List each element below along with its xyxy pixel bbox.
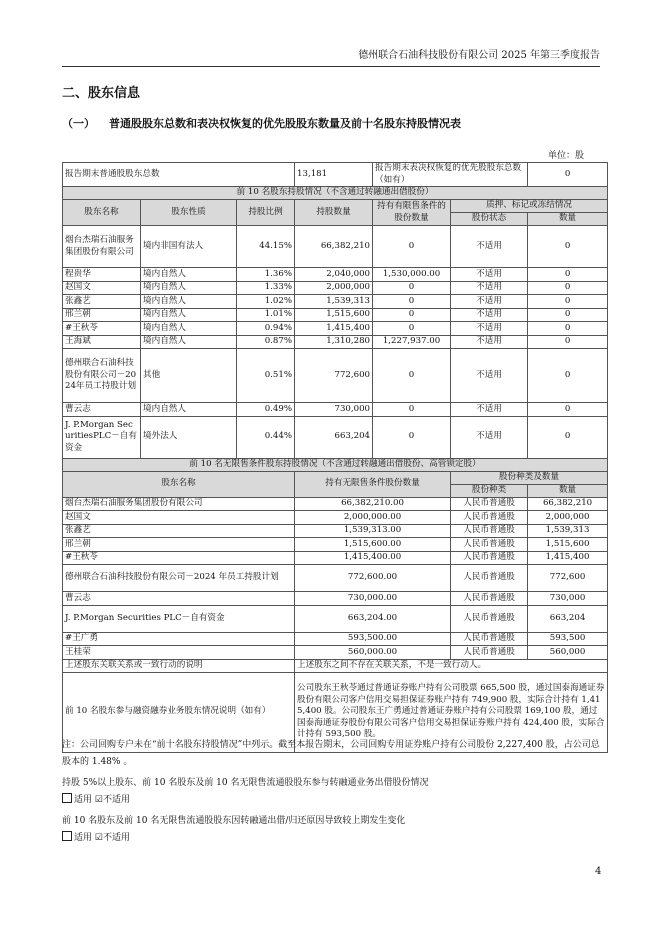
unit-label: 单位：股 — [548, 151, 585, 161]
unrestricted-header-row — [63, 471, 608, 484]
unrestricted-row — [63, 646, 608, 660]
share-count: 772,600 — [528, 565, 608, 592]
checkbox-checked-icon: ☑ — [94, 833, 103, 843]
shareholder-nature: 境内自然人 — [141, 322, 237, 336]
shareholder-name: 张鑫艺 — [63, 524, 295, 538]
unrestricted-title: 前 10 名无限售条件股东持股情况（不含通过转融通出借股份、高管锁定股） — [63, 458, 608, 471]
shareholding-qty: 772,600 — [295, 349, 373, 403]
shareholder-name: 邢兰朝 — [63, 308, 141, 322]
share-count: 663,204 — [528, 605, 608, 632]
top10-row — [63, 322, 608, 336]
shareholding-qty: 1,515,600 — [295, 308, 373, 322]
checkbox-empty — [62, 793, 72, 803]
summary-row — [63, 163, 608, 187]
total-shareholders-label: 报告期末普通股股东总数 — [63, 163, 295, 187]
shareholding-qty: 2,040,000 — [295, 268, 373, 282]
shareholder-table — [62, 162, 608, 753]
pledge-count: 0 — [528, 268, 608, 282]
unrestricted-row — [63, 497, 608, 511]
margin-text: 公司股东王秋苓通过普通证券账户持有公司股票 665,500 股，通过国泰海通证券股份有限公司客户信用交易担保证券账户持有 749,900 股，实际合计持有 1,415,400 股。公司股东王广勇通过普通证券账户持有公司股票 169,100 股，通过国泰海通证券股份有限公司客户信用交易担保证券账户持有 424,400 股，实际合计持有 593,500 股。 — [295, 672, 608, 752]
pledge-count: 0 — [528, 335, 608, 349]
pledge-status: 不适用 — [451, 281, 528, 295]
share-count: 1,415,400 — [528, 551, 608, 565]
top10-header-row — [63, 200, 608, 213]
checkbox-checked-icon: ☑ — [94, 795, 103, 805]
restricted-qty: 0 — [373, 308, 451, 322]
option-applicable: 适用 — [74, 833, 93, 843]
restricted-qty: 0 — [373, 416, 451, 458]
shareholding-ratio: 0.49% — [237, 403, 295, 417]
share-count: 66,382,210 — [528, 497, 608, 511]
shareholder-nature: 境内自然人 — [141, 281, 237, 295]
shareholder-name: 邢兰朝 — [63, 538, 295, 552]
preferred-shareholders-label: 报告期末表决权恢复的优先股股东总数（如有） — [373, 163, 528, 187]
pledge-count: 0 — [528, 226, 608, 268]
share-kind: 人民币普通股 — [451, 511, 528, 525]
section-title: 二、股东信息 — [62, 86, 141, 101]
pledge-count: 0 — [528, 322, 608, 336]
col-header-unrestricted-qty: 持有无限售条件股份数量 — [295, 471, 451, 497]
page-number: 4 — [595, 866, 602, 877]
col-header-name: 股东名称 — [63, 200, 141, 226]
shareholding-ratio: 0.94% — [237, 322, 295, 336]
pledge-status: 不适用 — [451, 349, 528, 403]
restricted-qty: 1,227,937.00 — [373, 335, 451, 349]
top10-row — [63, 403, 608, 417]
shareholding-qty: 1,539,313 — [295, 295, 373, 309]
top10-row — [63, 308, 608, 322]
shareholder-name: 烟台杰瑞石油服务集团股份有限公司 — [63, 497, 295, 511]
share-kind: 人民币普通股 — [451, 605, 528, 632]
unrestricted-qty: 593,500.00 — [295, 632, 451, 646]
top10-row — [63, 335, 608, 349]
unrestricted-qty: 66,382,210.00 — [295, 497, 451, 511]
option-not-applicable: 不适用 — [102, 795, 130, 805]
share-count: 1,539,313 — [528, 524, 608, 538]
shareholder-name: #王广勇 — [63, 632, 295, 646]
restricted-qty: 1,530,000.00 — [373, 268, 451, 282]
shareholding-ratio: 1.02% — [237, 295, 295, 309]
shareholder-name: 德州联合石油科技股份有限公司－2024 年员工持股计划 — [63, 565, 295, 592]
col-header-nature: 股东性质 — [141, 200, 237, 226]
shareholder-name: #王秋苓 — [63, 551, 295, 565]
unrestricted-row — [63, 605, 608, 632]
shareholding-qty: 66,382,210 — [295, 226, 373, 268]
top10-row — [63, 268, 608, 282]
top10-row — [63, 349, 608, 403]
share-kind: 人民币普通股 — [451, 497, 528, 511]
pledge-status: 不适用 — [451, 268, 528, 282]
restricted-qty: 0 — [373, 403, 451, 417]
relation-label: 上述股东关联关系或一致行动的说明 — [63, 659, 295, 672]
checkbox-empty — [62, 831, 72, 841]
unrestricted-qty: 2,000,000.00 — [295, 511, 451, 525]
shareholder-name: 曹云志 — [63, 403, 141, 417]
pledge-count: 0 — [528, 403, 608, 417]
pledge-status: 不适用 — [451, 403, 528, 417]
shareholder-nature: 境内自然人 — [141, 308, 237, 322]
pledge-status: 不适用 — [451, 322, 528, 336]
shareholder-nature: 其他 — [141, 349, 237, 403]
subsection-number: （一） — [62, 117, 95, 130]
preferred-shareholders-value: 0 — [528, 163, 608, 187]
pledge-count: 0 — [528, 295, 608, 309]
share-count: 593,500 — [528, 632, 608, 646]
shareholder-name: 王海斌 — [63, 335, 141, 349]
unrestricted-row — [63, 632, 608, 646]
unrestricted-qty: 663,204.00 — [295, 605, 451, 632]
options-lending — [62, 792, 607, 809]
shareholding-ratio: 0.44% — [237, 416, 295, 458]
share-count: 1,515,600 — [528, 538, 608, 552]
total-shareholders-value: 13,181 — [295, 163, 373, 187]
shareholder-name: J. P.Morgan SecuritiesPLC－自有资金 — [63, 416, 141, 458]
pledge-count: 0 — [528, 308, 608, 322]
shareholding-ratio: 1.01% — [237, 308, 295, 322]
shareholder-name: 赵国文 — [63, 511, 295, 525]
shareholder-nature: 境外法人 — [141, 416, 237, 458]
shareholder-name: 赵国文 — [63, 281, 141, 295]
restricted-qty: 0 — [373, 349, 451, 403]
shareholding-ratio: 0.87% — [237, 335, 295, 349]
subsection-title — [62, 115, 461, 131]
relation-row — [63, 659, 608, 672]
top10-title-row — [63, 187, 608, 200]
unrestricted-qty: 1,515,600.00 — [295, 538, 451, 552]
question-lending: 持股 5%以上股东、前 10 名股东及前 10 名无限售流通股股东参与转融通业务出借股份情况 — [62, 778, 429, 788]
option-applicable: 适用 — [74, 795, 93, 805]
col-header-count: 数量 — [528, 484, 608, 497]
top10-row — [63, 416, 608, 458]
notes-section — [62, 737, 607, 847]
shareholder-name: 王桂荣 — [63, 646, 295, 660]
col-header-kind: 股份种类 — [451, 484, 528, 497]
shareholder-name: 德州联合石油科技股份有限公司－2024年员工持股计划 — [63, 349, 141, 403]
shareholder-name: J. P.Morgan Securities PLC－自有资金 — [63, 605, 295, 632]
share-count: 730,000 — [528, 592, 608, 606]
unrestricted-row — [63, 592, 608, 606]
subsection-text: 普通股股东总数和表决权恢复的优先股股东数量及前十名股东持股情况表 — [109, 117, 461, 130]
share-count: 2,000,000 — [528, 511, 608, 525]
shareholder-nature: 境内自然人 — [141, 268, 237, 282]
shareholder-name: #王秋苓 — [63, 322, 141, 336]
top10-title: 前 10 名股东持股情况（不含通过转融通出借股份） — [63, 187, 608, 200]
unrestricted-qty: 1,415,400.00 — [295, 551, 451, 565]
col-header-ratio: 持股比例 — [237, 200, 295, 226]
top10-row — [63, 281, 608, 295]
shareholding-qty: 730,000 — [295, 403, 373, 417]
shareholder-name: 程贵华 — [63, 268, 141, 282]
shareholder-nature: 境内自然人 — [141, 335, 237, 349]
pledge-status: 不适用 — [451, 416, 528, 458]
shareholder-nature: 境内非国有法人 — [141, 226, 237, 268]
pledge-status: 不适用 — [451, 335, 528, 349]
restricted-qty: 0 — [373, 281, 451, 295]
unrestricted-qty: 772,600.00 — [295, 565, 451, 592]
col-header-name: 股东名称 — [63, 471, 295, 497]
restricted-qty: 0 — [373, 226, 451, 268]
question-change: 前 10 名股东及前 10 名无限售流通股股东因转融通出借/归还原因导致较上期发生变化 — [62, 816, 406, 826]
unrestricted-qty: 1,539,313.00 — [295, 524, 451, 538]
shareholder-nature: 境内自然人 — [141, 295, 237, 309]
page-header: 德州联合石油科技股份有限公司 2025 年第三季度报告 — [62, 46, 600, 67]
top10-row — [63, 226, 608, 268]
buyback-note: 注：公司回购专户未在“前十名股东持股情况”中列示。截至本报告期末，公司回购专用证券账户持有公司股份 2,227,400 股，占公司总股本的 1.48% 。 — [62, 740, 600, 767]
shareholder-name: 烟台杰瑞石油服务集团股份有限公司 — [63, 226, 141, 268]
share-kind: 人民币普通股 — [451, 646, 528, 660]
shareholding-ratio: 44.15% — [237, 226, 295, 268]
unrestricted-row — [63, 551, 608, 565]
shareholding-ratio: 0.51% — [237, 349, 295, 403]
unrestricted-row — [63, 538, 608, 552]
unrestricted-row — [63, 511, 608, 525]
unrestricted-row — [63, 565, 608, 592]
share-kind: 人民币普通股 — [451, 565, 528, 592]
col-header-pledge: 质押、标记或冻结情况 — [451, 200, 608, 213]
shareholder-nature: 境内自然人 — [141, 403, 237, 417]
shareholding-ratio: 1.36% — [237, 268, 295, 282]
col-header-kind-group: 股份种类及数量 — [451, 471, 608, 484]
unrestricted-row — [63, 524, 608, 538]
col-header-qty: 持股数量 — [295, 200, 373, 226]
pledge-count: 0 — [528, 416, 608, 458]
share-kind: 人民币普通股 — [451, 551, 528, 565]
shareholding-ratio: 1.33% — [237, 281, 295, 295]
margin-label: 前 10 名股东参与融资融券业务股东情况说明（如有） — [63, 672, 295, 752]
pledge-count: 0 — [528, 349, 608, 403]
pledge-status: 不适用 — [451, 308, 528, 322]
unrestricted-qty: 560,000.00 — [295, 646, 451, 660]
shareholding-qty: 663,204 — [295, 416, 373, 458]
share-kind: 人民币普通股 — [451, 592, 528, 606]
top10-row — [63, 295, 608, 309]
col-header-restricted: 持有有限售条件的股份数量 — [373, 200, 451, 226]
col-header-count: 数量 — [528, 213, 608, 226]
option-not-applicable: 不适用 — [102, 833, 130, 843]
unrestricted-qty: 730,000.00 — [295, 592, 451, 606]
pledge-status: 不适用 — [451, 295, 528, 309]
shareholding-qty: 2,000,000 — [295, 281, 373, 295]
share-kind: 人民币普通股 — [451, 538, 528, 552]
options-change — [62, 830, 607, 847]
restricted-qty: 0 — [373, 295, 451, 309]
shareholding-qty: 1,415,400 — [295, 322, 373, 336]
shareholding-qty: 1,310,280 — [295, 335, 373, 349]
share-kind: 人民币普通股 — [451, 524, 528, 538]
shareholder-name: 张鑫艺 — [63, 295, 141, 309]
col-header-status: 股份状态 — [451, 213, 528, 226]
share-kind: 人民币普通股 — [451, 632, 528, 646]
pledge-status: 不适用 — [451, 226, 528, 268]
unrestricted-title-row — [63, 458, 608, 471]
shareholder-name: 曹云志 — [63, 592, 295, 606]
relation-text: 上述股东之间不存在关联关系，不是一致行动人。 — [295, 659, 608, 672]
share-count: 560,000 — [528, 646, 608, 660]
pledge-count: 0 — [528, 281, 608, 295]
restricted-qty: 0 — [373, 322, 451, 336]
